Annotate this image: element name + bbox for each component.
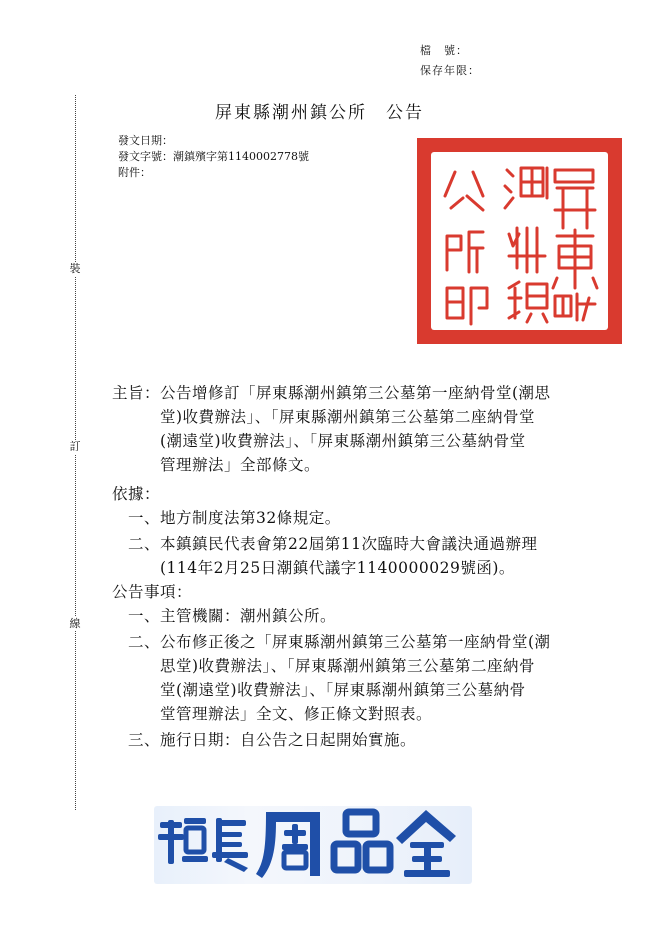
subject-line: (潮遠堂)收費辦法」、「屏東縣潮州鎮第三公墓納骨堂: [112, 432, 526, 450]
reference-number: 潮鎮殯字第1140002778號: [173, 150, 309, 163]
notice-item: 三、施行日期：自公告之日起開始實施。: [112, 731, 417, 749]
basis-item: (114年2月25日潮鎮代議字1140000029號函)。: [112, 559, 515, 577]
subject-line: 堂)收費辦法」、「屏東縣潮州鎮第三公墓第二座納骨堂: [112, 408, 536, 426]
issue-date-label: 發文日期：: [118, 134, 173, 147]
attachment-label: 附件：: [118, 166, 151, 179]
file-number-label: 檔 號：: [420, 44, 468, 57]
subject-line: 管理辦法」全部條文。: [112, 456, 321, 474]
basis-item: 一、地方制度法第32條規定。: [112, 509, 341, 527]
reference-label: 發文字號：: [118, 150, 173, 163]
subject-line: 主旨：公告增修訂「屏東縣潮州鎮第三公墓第一座納骨堂(潮思: [112, 384, 551, 402]
binding-char-ding: 訂: [69, 440, 81, 453]
official-seal-stamp: [417, 138, 622, 344]
basis-heading: 依據：: [112, 485, 161, 503]
notice-item: 思堂)收費辦法」、「屏東縣潮州鎮第三公墓第二座納骨: [112, 657, 536, 675]
document-title: 屏東縣潮州鎮公所 公告: [215, 103, 424, 123]
binding-char-zhuang: 裝: [69, 262, 81, 275]
notice-item: 一、主管機關：潮州鎮公所。: [112, 607, 337, 625]
notice-item: 二、公布修正後之「屏東縣潮州鎮第三公墓第一座納骨堂(潮: [112, 633, 551, 651]
seal-graphic: [417, 138, 622, 344]
signature-graphic: [154, 806, 472, 884]
mayor-signature-stamp: [154, 806, 472, 884]
notice-heading: 公告事項：: [112, 583, 193, 601]
notice-item: 堂管理辦法」全文、修正條文對照表。: [112, 705, 433, 723]
notice-item: 堂(潮遠堂)收費辦法」、「屏東縣潮州鎮第三公墓納骨: [112, 681, 526, 699]
reference-row: [118, 148, 309, 164]
binding-char-xian: 線: [69, 617, 81, 630]
retention-label: 保存年限：: [420, 64, 480, 77]
basis-item: 二、本鎮鎮民代表會第22屆第11次臨時大會議決通過辦理: [112, 535, 538, 553]
